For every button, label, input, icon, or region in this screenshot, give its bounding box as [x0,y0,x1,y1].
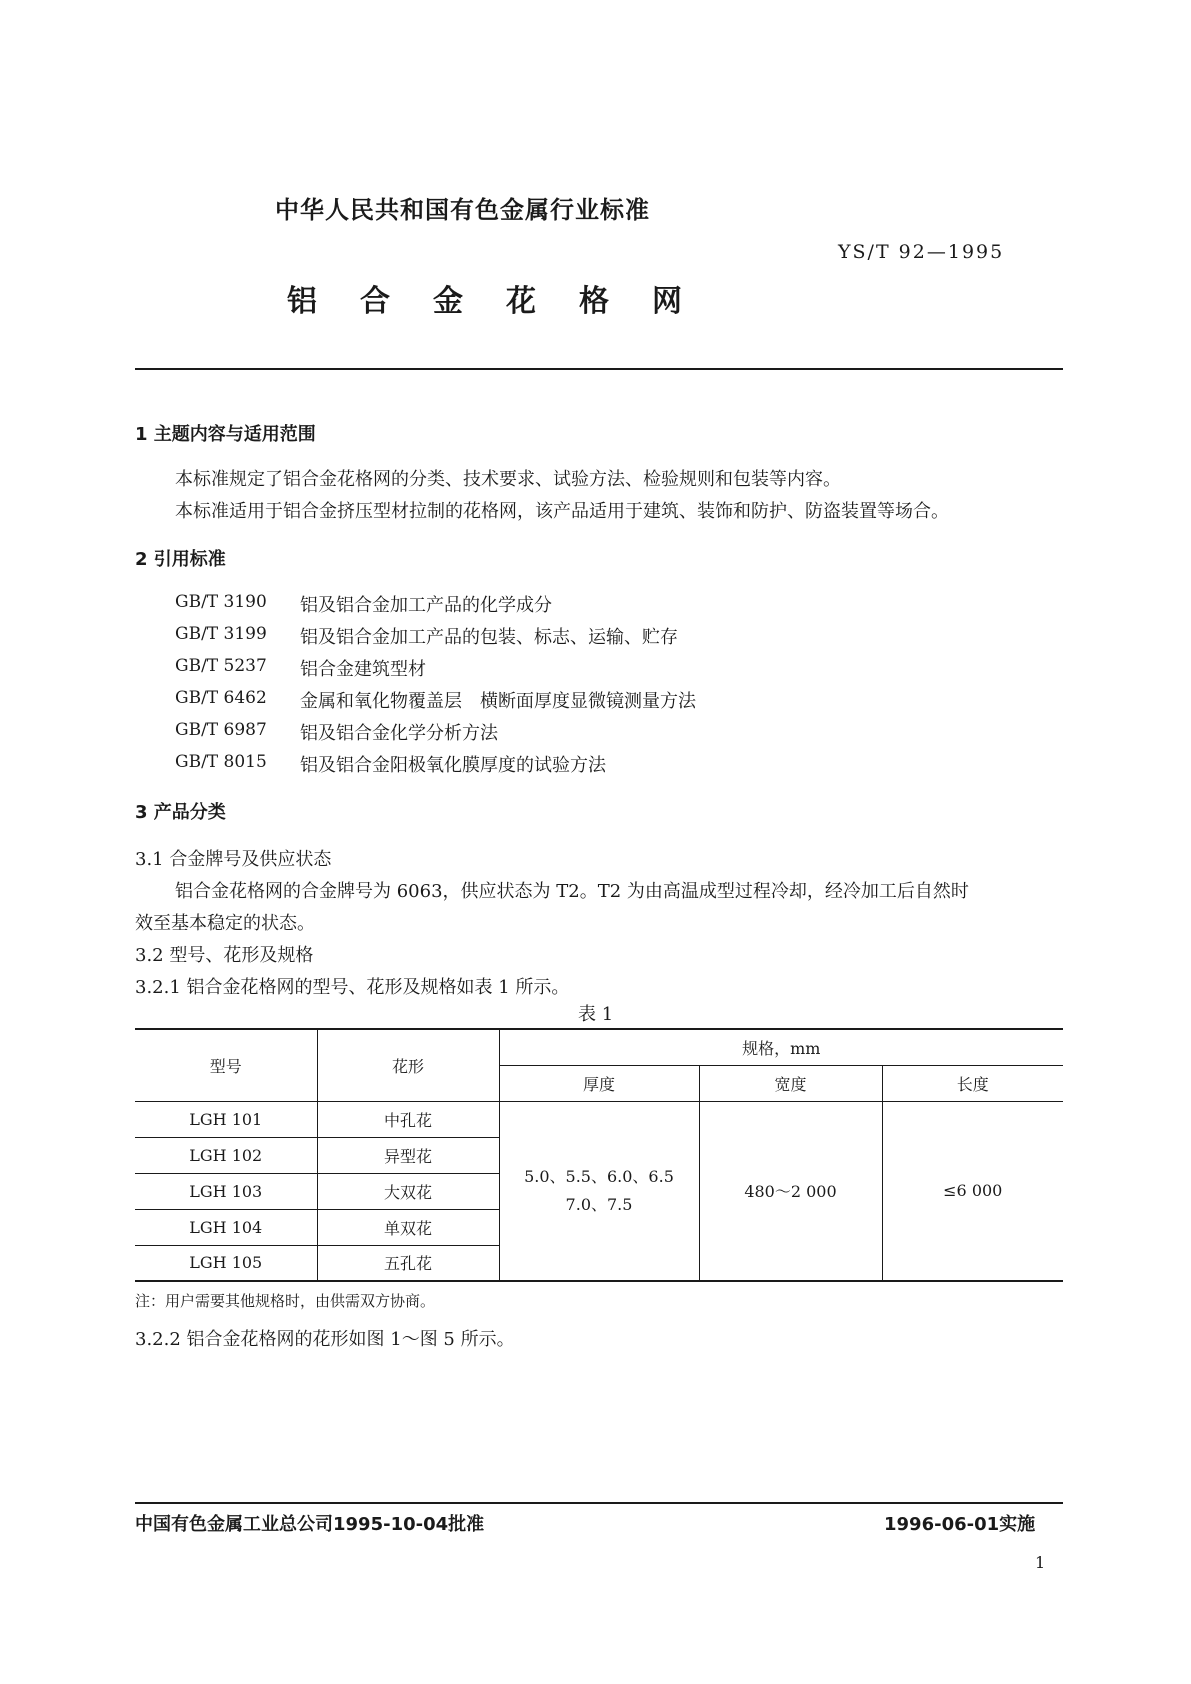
implementation-date: 1996-06-01实施 [884,1514,1036,1535]
section-3-2-2-text: 3.2.2 铝合金花格网的花形如图 1～图 5 所示。 [135,1329,515,1350]
section-1-paragraph-1: 本标准规定了铝合金花格网的分类、技术要求、试验方法、检验规则和包装等内容。 [175,469,841,490]
reference-code: GB/T 8015 [175,752,267,772]
column-header-length: 长度 [882,1065,1063,1101]
reference-code: GB/T 3190 [175,592,267,612]
reference-title: 金属和氧化物覆盖层 横断面厚度显微镜测量方法 [300,691,696,712]
section-1-paragraph-2: 本标准适用于铝合金挤压型材拉制的花格网，该产品适用于建筑、装饰和防护、防盗装置等场合。 [175,501,949,522]
reference-title: 铝及铝合金加工产品的包装、标志、运输、贮存 [300,627,678,648]
model-cell: LGH 104 [135,1209,317,1245]
section-3-1-paragraph-line-2: 效至基本稳定的状态。 [135,913,315,934]
reference-code: GB/T 5237 [175,656,267,676]
section-3-1-heading: 3.1 合金牌号及供应状态 [135,849,332,870]
column-header-width: 宽度 [699,1065,882,1101]
section-3-1-paragraph-line-1: 铝合金花格网的合金牌号为 6063，供应状态为 T2。T2 为由高温成型过程冷却，经冷加工后自然时 [175,881,969,902]
section-3-2-heading: 3.2 型号、花形及规格 [135,945,314,966]
column-header-spec: 规格，mm [499,1029,1063,1065]
page-number: 1 [1035,1553,1046,1572]
section-3-2-1-text: 3.2.1 铝合金花格网的型号、花形及规格如表 1 所示。 [135,977,570,998]
document-title: 铝合金花格网 [287,284,725,319]
column-header-thickness: 厚度 [499,1065,699,1101]
reference-title: 铝及铝合金阳极氧化膜厚度的试验方法 [300,755,606,776]
pattern-cell: 大双花 [317,1173,499,1209]
thickness-values-line-1: 5.0、5.5、6.0、6.5 [524,1166,674,1186]
table-caption: 表 1 [578,1004,614,1025]
pattern-cell: 异型花 [317,1137,499,1173]
table-note: 注：用户需要其他规格时，由供需双方协商。 [135,1292,436,1310]
model-cell: LGH 103 [135,1173,317,1209]
pattern-cell: 五孔花 [317,1245,499,1281]
model-cell: LGH 101 [135,1101,317,1137]
model-cell: LGH 102 [135,1137,317,1173]
table-row [135,1101,1063,1137]
reference-code: GB/T 6987 [175,720,267,740]
standard-code: YS/T 92—1995 [838,241,1005,263]
length-cell: ≤6 000 [882,1101,1063,1281]
thickness-cell [499,1101,699,1281]
reference-code: GB/T 6462 [175,688,267,708]
reference-title: 铝及铝合金化学分析方法 [300,723,498,744]
column-header-model: 型号 [135,1029,317,1101]
pattern-cell: 单双花 [317,1209,499,1245]
model-cell: LGH 105 [135,1245,317,1281]
section-3-heading: 3 产品分类 [135,802,226,823]
header-divider [135,368,1063,370]
approval-line: 中国有色金属工业总公司1995-10-04批准 [135,1514,485,1535]
section-2-heading: 2 引用标准 [135,549,226,570]
industry-standard-heading: 中华人民共和国有色金属行业标准 [275,196,650,224]
reference-code: GB/T 3199 [175,624,267,644]
section-1-heading: 1 主题内容与适用范围 [135,424,316,445]
pattern-cell: 中孔花 [317,1101,499,1137]
footer-divider [135,1502,1063,1504]
spec-table [135,1028,1063,1282]
thickness-values-line-2: 7.0、7.5 [565,1194,633,1214]
reference-title: 铝及铝合金加工产品的化学成分 [300,595,552,616]
reference-title: 铝合金建筑型材 [300,659,426,680]
width-cell: 480～2 000 [699,1101,882,1281]
column-header-pattern: 花形 [317,1029,499,1101]
